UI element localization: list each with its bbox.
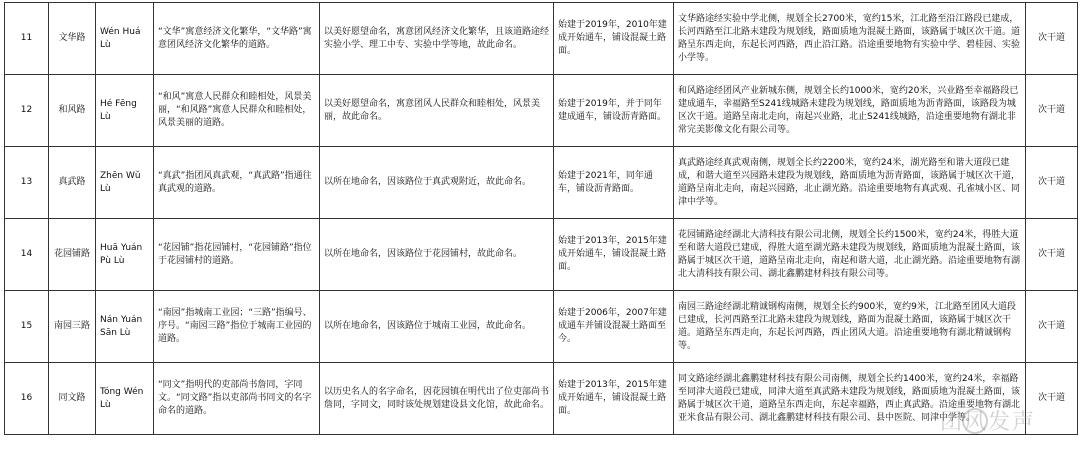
row-number: 13 bbox=[5, 147, 49, 219]
table-row bbox=[5, 147, 1078, 219]
table-row bbox=[5, 75, 1078, 147]
road-pinyin: Huā Yuán Pù Lù bbox=[96, 219, 154, 291]
naming-reason: 以美好愿望命名，寓意团风经济文化繁华，且该道路途经实验小学、理工中专、实验中学等地，故此命名。 bbox=[320, 3, 554, 75]
road-grade: 次干道 bbox=[1026, 75, 1078, 147]
road-pinyin: Zhēn Wǔ Lù bbox=[96, 147, 154, 219]
road-description: 同文路途经湖北鑫鹏建材科技有限公司南侧，规划全长约1400米，宽约24米，幸福路至同津大道段已建成，同津大道至真武路未建段为规划线，路面质地为混凝土路面，该路属于城区次干道，道路呈东西走向，东起幸福路，西止真武路。沿途重要地物有湖北亚米食品有限公司、湖北鑫鹏建材科技有限公司、县中医院、同津中学等。 bbox=[674, 363, 1026, 435]
table-row bbox=[5, 3, 1078, 75]
name-meaning: “真武”指团风真武观，“真武路”指通往真武观的道路。 bbox=[154, 147, 320, 219]
road-history: 始建于2006年，2007年建成通车并铺设混凝土路面至今。 bbox=[554, 291, 674, 363]
row-number: 15 bbox=[5, 291, 49, 363]
road-description: 南园三路途经湖北精诚钢构南侧，规划全长约900米，宽约9米，江北路至团风大道段已建成，长河西路至江北路未建段为规划线，路面为混凝土路面，该路属于城区次干道。道路呈东西走向，东起长河西路，西止团风大道。沿途重要地物有湖北精诚钢构等。 bbox=[674, 291, 1026, 363]
row-number: 11 bbox=[5, 3, 49, 75]
naming-reason: 以所在地命名，因该路位于真武观附近，故此命名。 bbox=[320, 147, 554, 219]
road-name: 文华路 bbox=[49, 3, 96, 75]
road-description: 真武路途经真武观南侧，规划全长约2200米，宽约24米，湖光路至和谐大道段已建成，和谐大道至兴园路未建段为规划线，路面质地为沥青路面，该路属于城区次干道，道路呈南北走向，南起兴园路，北止湖光路。沿途重要地物有真武观、孔雀城小区、同津中学等。 bbox=[674, 147, 1026, 219]
table-row bbox=[5, 219, 1078, 291]
road-grade: 次干道 bbox=[1026, 363, 1078, 435]
road-name: 花园铺路 bbox=[49, 219, 96, 291]
name-meaning: “文华”寓意经济文化繁华，“文华路”寓意团风经济文化繁华的道路。 bbox=[154, 3, 320, 75]
road-history: 始建于2019年，并于同年建成通车，铺设沥青路面。 bbox=[554, 75, 674, 147]
naming-reason: 以所在地命名，因该路位于花园铺村，故此命名。 bbox=[320, 219, 554, 291]
name-meaning: “南园”指城南工业园；“三路”指编号、序号。“南园三路”指位于城南工业园的道路。 bbox=[154, 291, 320, 363]
road-name: 同文路 bbox=[49, 363, 96, 435]
naming-reason: 以美好愿望命名，寓意团风人民群众和睦相处，风景美丽，故此命名。 bbox=[320, 75, 554, 147]
road-description: 文华路途经实验中学北侧，规划全长2700米，宽约15米，江北路至沿江路段已建成，长河西路至江北路未建段为规划线，路面质地为混凝土路面，该路属于城区次干道。道路呈东西走向，东起长河西路，西止沿江路。沿途重要地物有实验中学、碧桂园、实验小学等。 bbox=[674, 3, 1026, 75]
road-naming-table bbox=[4, 2, 1078, 435]
road-pinyin: Tóng Wén Lù bbox=[96, 363, 154, 435]
road-pinyin: Hé Fēng Lù bbox=[96, 75, 154, 147]
road-grade: 次干道 bbox=[1026, 3, 1078, 75]
road-pinyin: Wén Huá Lù bbox=[96, 3, 154, 75]
naming-reason: 以历史名人的名字命名，因花园镇在明代出了位吏部尚书詹同，字同文，同时该处规划建设县文化馆，故此命名。 bbox=[320, 363, 554, 435]
road-name: 真武路 bbox=[49, 147, 96, 219]
road-history: 始建于2013年，2015年建成开始通车，铺设混凝土路面。 bbox=[554, 219, 674, 291]
road-history: 始建于2019年，2010年建成开始通车，铺设混凝土路面。 bbox=[554, 3, 674, 75]
road-grade: 次干道 bbox=[1026, 219, 1078, 291]
table-row bbox=[5, 363, 1078, 435]
road-name: 和风路 bbox=[49, 75, 96, 147]
row-number: 12 bbox=[5, 75, 49, 147]
road-description: 和风路途经团风产业新城东侧，规划全长约1000米，宽约20米，兴业路至幸福路段已建成通车，幸福路至S241线城路未建段为规划线，路面质地为沥青路面，该路段为城区次干道。道路呈南北走向，南起兴业路，北止S241线城路，沿途重要地物有湖北非常完美影像文化有限公司等。 bbox=[674, 75, 1026, 147]
road-history: 始建于2013年，2015年建成开始通车，铺设混凝土路面。 bbox=[554, 363, 674, 435]
row-number: 14 bbox=[5, 219, 49, 291]
table-row bbox=[5, 291, 1078, 363]
name-meaning: “花园铺”指花园铺村，“花园铺路”指位于花园铺村的道路。 bbox=[154, 219, 320, 291]
name-meaning: “和风”寓意人民群众和睦相处，风景美丽，“和风路”寓意人民群众和睦相处，风景美丽的道路。 bbox=[154, 75, 320, 147]
watermark: 团风发声 bbox=[939, 410, 1036, 435]
naming-reason: 以所在地命名，因该路位于城南工业园，故此命名。 bbox=[320, 291, 554, 363]
road-history: 始建于2021年，同年通车，铺设沥青路面。 bbox=[554, 147, 674, 219]
road-name: 南园三路 bbox=[49, 291, 96, 363]
road-grade: 次干道 bbox=[1026, 291, 1078, 363]
row-number: 16 bbox=[5, 363, 49, 435]
road-description: 花园铺路途经湖北大清科技有限公司北侧，规划全长约1500米，宽约24米，得胜大道至和谐大道段已建成，得胜大道至湖光路未建段为规划线，路面质地为混凝土路面，该路属于城区次干道，道路呈南北走向，南起和谐大道，北止湖光路。沿途重要地物有湖北大清科技有限公司、湖北鑫鹏建材科技有限公司等。 bbox=[674, 219, 1026, 291]
road-pinyin: Nán Yuán Sān Lù bbox=[96, 291, 154, 363]
name-meaning: “同文”指明代的吏部尚书詹同，字同文。“同文路”指以吏部尚书同文的名字命名的道路。 bbox=[154, 363, 320, 435]
road-grade: 次干道 bbox=[1026, 147, 1078, 219]
